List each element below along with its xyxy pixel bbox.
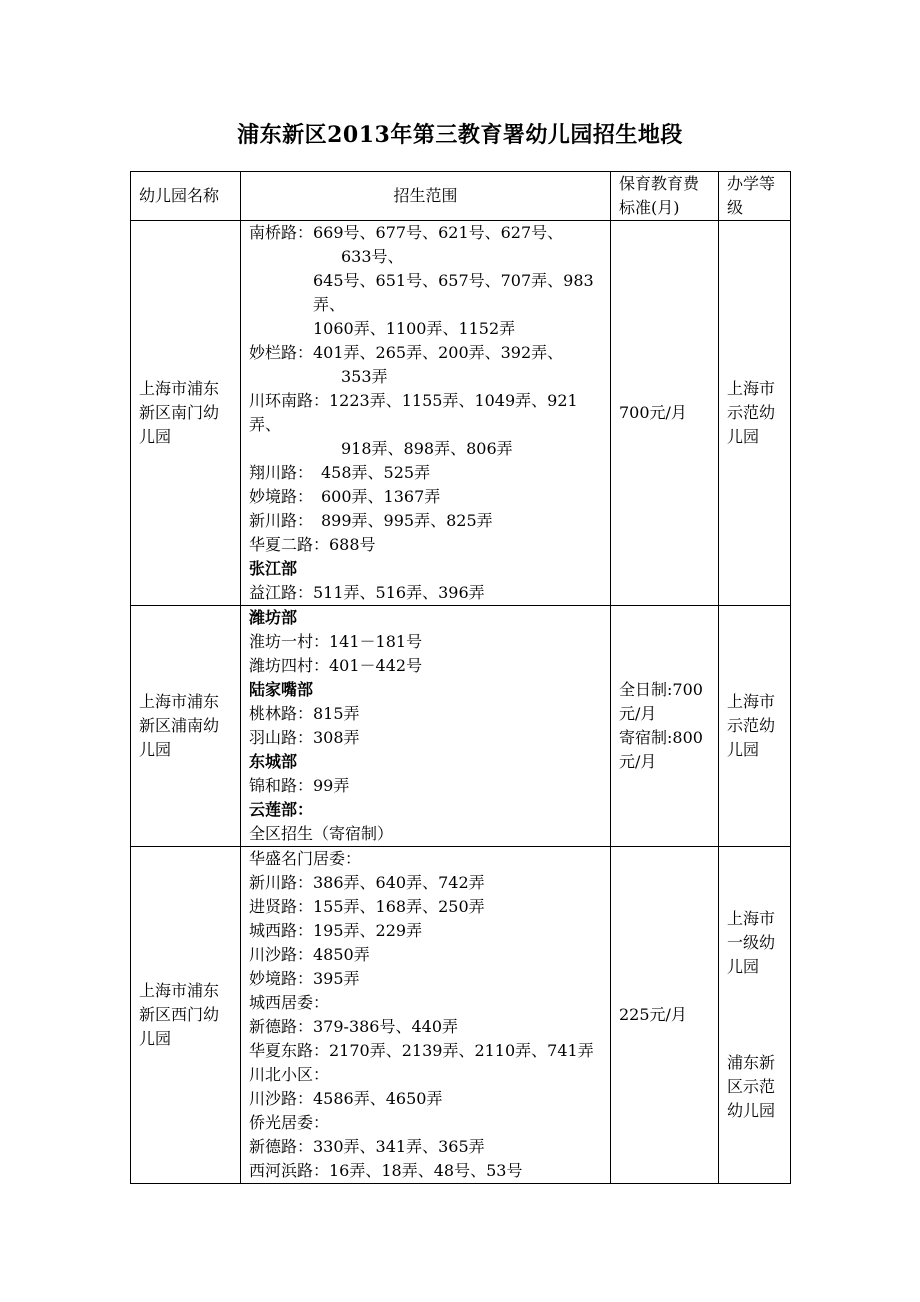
fee-standard: 700元/月 [611, 221, 719, 606]
fee-fullday: 全日制:700元/月 [619, 680, 703, 723]
range-line: 羽山路：308弄 [249, 728, 360, 747]
range-line: 妙栏路：401弄、265弄、200弄、392弄、 [249, 343, 564, 362]
kindergarten-name: 上海市浦东新区浦南幼儿园 [131, 606, 241, 847]
branch-heading: 潍坊部 [249, 608, 298, 627]
range-line: 淮坊一村：141－181号 [249, 632, 423, 651]
enrollment-table [130, 171, 791, 1184]
range-line: 城西居委： [249, 993, 330, 1012]
range-line: 918弄、898弄、806弄 [341, 439, 513, 458]
header-fee: 保育教育费标准(月) [611, 172, 719, 221]
range-line: 新川路： 899弄、995弄、825弄 [249, 511, 493, 530]
range-line: 西河浜路：16弄、18弄、48号、53号 [249, 1161, 523, 1180]
header-range: 招生范围 [241, 172, 611, 221]
header-level: 办学等级 [719, 172, 791, 221]
kindergarten-name: 上海市浦东新区南门幼儿园 [131, 221, 241, 606]
fee-standard [611, 606, 719, 847]
branch-heading: 张江部 [249, 559, 298, 578]
branch-heading: 云莲部： [249, 800, 314, 819]
range-line: 新德路：379-386号、440弄 [249, 1017, 459, 1036]
range-line: 进贤路：155弄、168弄、250弄 [249, 897, 485, 916]
level-district: 浦东新区示范幼儿园 [727, 1053, 776, 1120]
range-line: 华夏东路：2170弄、2139弄、2110弄、741弄 [249, 1041, 594, 1060]
school-level [719, 847, 791, 1184]
kindergarten-name: 上海市浦东新区西门幼儿园 [131, 847, 241, 1184]
page-title: 浦东新区2013年第三教育署幼儿园招生地段 [237, 122, 683, 148]
range-line: 妙境路：395弄 [249, 969, 360, 988]
range-line: 翔川路： 458弄、525弄 [249, 463, 431, 482]
range-line: 华夏二路：688号 [249, 535, 376, 554]
range-line: 南桥路：669号、677号、621号、627号、 [249, 223, 564, 242]
range-line: 城西路：195弄、229弄 [249, 921, 423, 940]
range-line: 益江路：511弄、516弄、396弄 [249, 583, 485, 602]
fee-standard: 225元/月 [611, 847, 719, 1184]
table-header-row [131, 172, 791, 221]
range-line: 川环南路：1223弄、1155弄、1049弄、921弄、 [249, 391, 578, 434]
branch-heading: 陆家嘴部 [249, 680, 314, 699]
enrollment-range [241, 221, 611, 606]
range-line: 633号、 [341, 247, 404, 266]
range-line: 潍坊四村：401－442号 [249, 656, 423, 675]
school-level: 上海市示范幼儿园 [719, 221, 791, 606]
range-line: 新川路：386弄、640弄、742弄 [249, 873, 485, 892]
fee-boarding: 寄宿制:800元/月 [619, 728, 703, 771]
range-line: 妙境路： 600弄、1367弄 [249, 487, 441, 506]
range-line: 桃林路：815弄 [249, 704, 360, 723]
school-level: 上海市示范幼儿园 [719, 606, 791, 847]
range-line: 全区招生（寄宿制） [249, 824, 394, 843]
table-row [131, 221, 791, 606]
range-line: 川沙路：4586弄、4650弄 [249, 1089, 443, 1108]
table-row [131, 847, 791, 1184]
range-line: 川北小区： [249, 1065, 330, 1084]
range-line: 353弄 [341, 367, 388, 386]
branch-heading: 东城部 [249, 752, 298, 771]
range-line: 645号、651号、657号、707弄、983弄、 [313, 271, 594, 314]
enrollment-range [241, 847, 611, 1184]
range-line: 新德路：330弄、341弄、365弄 [249, 1137, 485, 1156]
spacer [727, 979, 782, 1051]
range-line: 锦和路：99弄 [249, 776, 350, 795]
header-name: 幼儿园名称 [131, 172, 241, 221]
enrollment-range [241, 606, 611, 847]
range-line: 1060弄、1100弄、1152弄 [313, 319, 516, 338]
level-city: 上海市一级幼儿园 [727, 909, 776, 976]
range-line: 侨光居委： [249, 1113, 330, 1132]
range-line: 华盛名门居委： [249, 849, 362, 868]
range-line: 川沙路：4850弄 [249, 945, 370, 964]
table-row [131, 606, 791, 847]
